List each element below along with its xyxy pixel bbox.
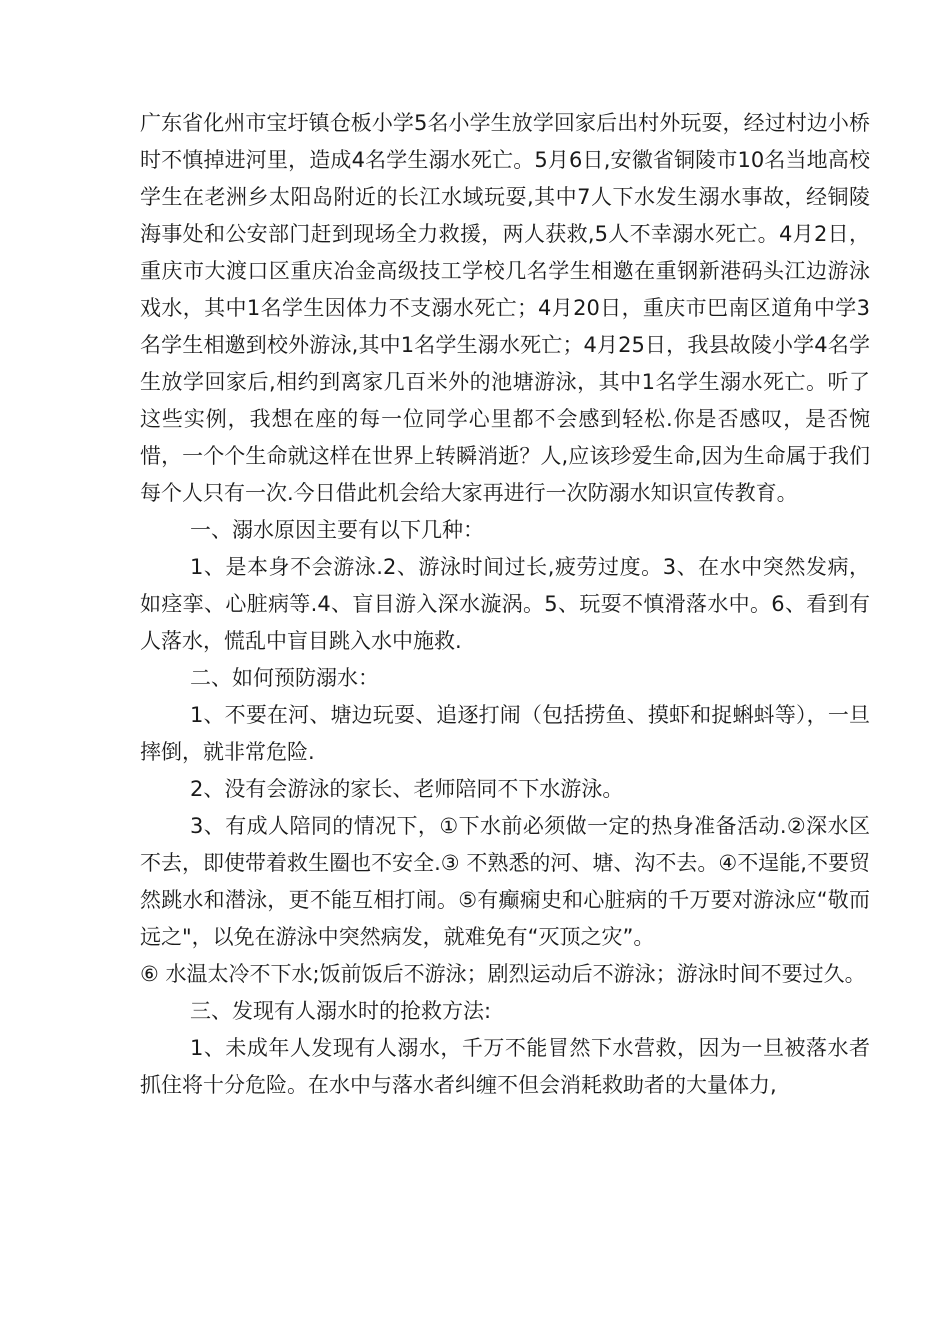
prevention-item-1: 1、不要在河、塘边玩耍、追逐打闹（包括捞鱼、摸虾和捉蝌蚪等），一旦摔倒，就非常危险. (140, 703, 870, 764)
causes-paragraph: 1、是本身不会游泳.2、游泳时间过长,疲劳过度。3、在水中突然发病，如痉挛、心脏病等.4、盲目游入深水漩涡。5、玩耍不慎滑落水中。6、看到有人落水，慌乱中盲目跳入水中施救. (140, 555, 870, 653)
document-page (140, 105, 870, 1104)
prevention-item-2: 2、没有会游泳的家长、老师陪同不下水游泳。 (190, 777, 624, 801)
section-heading-prevention: 二、如何预防溺水： (190, 666, 379, 690)
intro-paragraph: 广东省化州市宝圩镇仓板小学5名小学生放学回家后出村外玩耍，经过村边小桥时不慎掉进河里，造成4名学生溺水死亡。5月6日,安徽省铜陵市10名当地高校学生在老洲乡太阳岛附近的长江水域玩耍,其中7人下水发生溺水事故，经铜陵海事处和公安部门赶到现场全力救援，两人获救,5人不幸溺水死亡。4月2日，重庆市大渡口区重庆冶金高级技工学校几名学生相邀在重钢新港码头江边游泳戏水，其中1名学生因体力不支溺水死亡；4月20日，重庆市巴南区道角中学3名学生相邀到校外游泳,其中1名学生溺水死亡；4月25日，我县故陵小学4名学生放学回家后,相约到离家几百米外的池塘游泳，其中1名学生溺水死亡。听了这些实例，我想在座的每一位同学心里都不会感到轻松.你是否感叹，是否惋惜，一个个生命就这样在世界上转瞬消逝？人,应该珍爱生命,因为生命属于我们每个人只有一次.今日借此机会给大家再进行一次防溺水知识宣传教育。 (140, 111, 870, 505)
section-heading-rescue: 三、发现有人溺水时的抢救方法: (190, 999, 492, 1023)
prevention-item-6: ⑥ 水温太冷不下水;饭前饭后不游泳；剧烈运动后不游泳；游泳时间不要过久。 (140, 962, 866, 986)
prevention-item-3: 3、有成人陪同的情况下，①下水前必须做一定的热身准备活动.②深水区不去，即使带着救生圈也不安全.③ 不熟悉的河、塘、沟不去。④不逞能,不要贸然跳水和潜泳，更不能互相打闹。⑤有癫痫史和心脏病的千万要对游泳应“敬而远之"，以免在游泳中突然病发，就难免有“灭顶之灾”。 (140, 814, 870, 949)
section-heading-drowning-causes: 一、溺水原因主要有以下几种： (190, 518, 484, 542)
rescue-item-1: 1、未成年人发现有人溺水，千万不能冒然下水营救，因为一旦被落水者抓住将十分危险。在水中与落水者纠缠不但会消耗救助者的大量体力, (140, 1036, 870, 1097)
